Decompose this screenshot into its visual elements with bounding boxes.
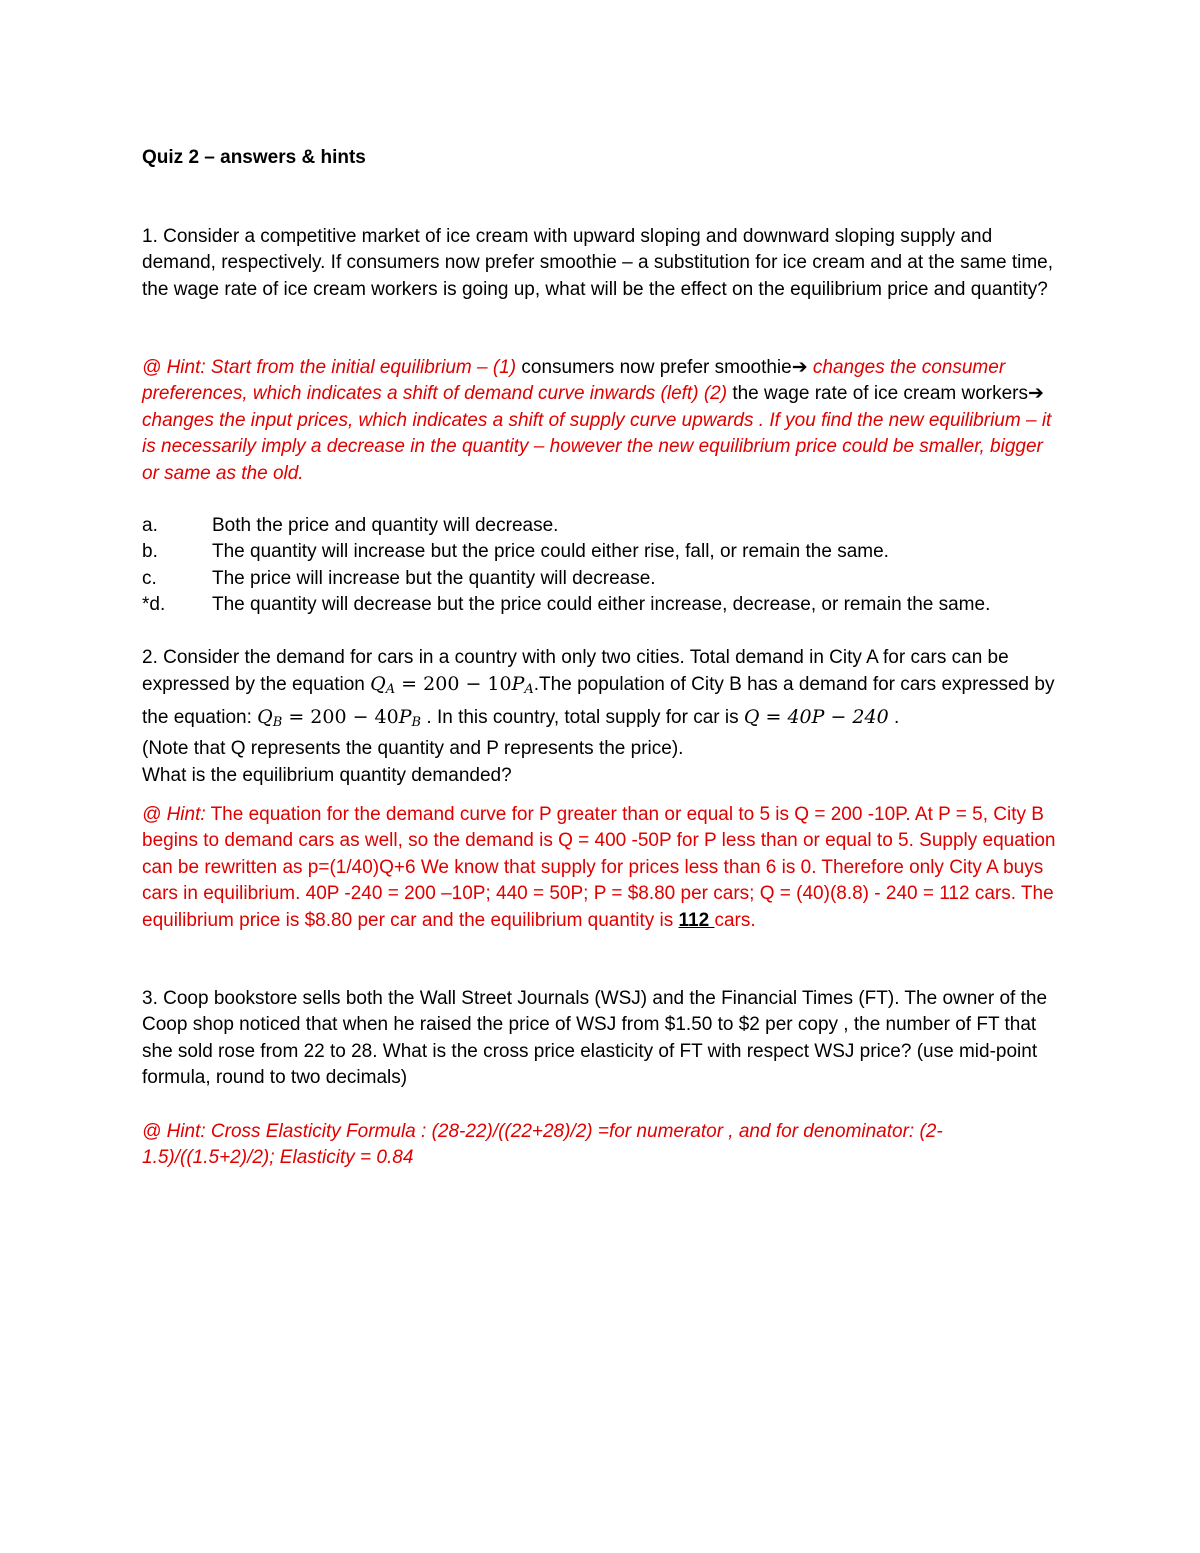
option-c	[142, 566, 1062, 592]
question-1-options	[142, 513, 1062, 619]
equation-city-a	[370, 673, 534, 698]
eq-subscript: B	[272, 714, 283, 730]
eq-middle: = 200 − 40	[282, 705, 399, 728]
option-label: a.	[142, 515, 158, 536]
q2-after-b: . In this country, total supply for car is	[421, 706, 744, 728]
arrow-icon: ➔	[791, 357, 808, 378]
eq-symbol: Q	[370, 673, 386, 696]
equation-city-b	[257, 706, 421, 728]
q2-after-a: .The population of City B has a demand for cars expressed by the equation:	[142, 674, 1055, 728]
eq-symbol: P	[511, 673, 525, 696]
equation-supply: Q = 40P − 240	[743, 705, 889, 728]
hint-2-end: cars.	[714, 909, 756, 931]
page-title: Quiz 2 – answers & hints	[142, 147, 366, 168]
hint-1-part: changes the consumer preferences, which indicates a shift of demand curve inwards (left) (2)	[142, 357, 1006, 405]
eq-subscript: B	[411, 714, 422, 730]
q2-note: (Note that Q represents the quantity and P represents the price).	[142, 738, 684, 760]
hint-1-part: changes the input prices, which indicates a shift of supply curve upwards . If you find the new equilibrium – it is necessarily imply a decrease in the quantity – however the new equilibrium price could be smaller, bigger or same as the old.	[142, 409, 1052, 484]
option-text: The quantity will increase but the price could either rise, fall, or remain the same.	[212, 541, 889, 563]
eq-subscript: A	[524, 682, 534, 698]
arrow-icon: ➔	[1028, 383, 1044, 405]
question-1-text: 1. Consider a competitive market of ice cream with upward sloping and downward sloping supply and demand, respectively. If consumers now prefer smoothie – a substitution for ice cream and at the same time, the wage rate of ice cream workers is going up, what will be the effect on the equilibrium price and quantity?	[142, 226, 1054, 300]
eq-subscript: A	[385, 682, 396, 698]
option-text: The price will increase but the quantity will decrease.	[212, 567, 656, 589]
option-d	[142, 592, 1062, 618]
hint-1-part: @ Hint: Start from the initial equilibrium – (1)	[142, 357, 517, 378]
hint-2-body: The equation for the demand curve for P greater than or equal to 5 is Q = 200 -10P. At P = 5, City B begins to demand cars as well, so the demand is Q = 400 -50P for P less than or equal to 5. Supply equation can be rewritten as p=(1/40)Q+6 We know that supply for prices less than 6 is 0. Therefore only City A buys cars in equilibrium. 40P -240 = 200 –10P; 440 = 50P; P = $8.80 per cars; Q = (40)(8.8) - 240 = 112 cars. The equilibrium price is $8.80 per car and the equilibrium quantity is	[142, 804, 1056, 931]
question-2-text	[142, 645, 1062, 789]
option-text: The quantity will decrease but the price could either increase, decrease, or remain the same.	[212, 594, 991, 616]
question-3-text: 3. Coop bookstore sells both the Wall Street Journals (WSJ) and the Financial Times (FT). The owner of the Coop shop noticed that when he raised the price of WSJ from $1.50 to $2 per copy , the number of FT that she sold rose from 22 to 28. What is the cross price elasticity of FT with respect WSJ price? (use mid-point formula, round to two decimals)	[142, 988, 1048, 1089]
question-2-hint	[142, 802, 1062, 934]
option-label: b.	[142, 541, 158, 563]
option-label: c.	[142, 567, 157, 589]
eq-symbol: P	[398, 705, 412, 728]
option-b	[142, 539, 1062, 565]
q2-intro: 2. Consider the demand for cars in a country with only two cities. Total demand in City A for cars can be expressed by the equation	[142, 647, 1009, 696]
question-1-hint	[142, 355, 1062, 487]
option-a	[142, 513, 1062, 539]
eq-symbol: Q	[257, 705, 273, 728]
option-text: Both the price and quantity will decrease.	[212, 515, 559, 536]
hint-1-part: consumers now prefer smoothie	[516, 357, 792, 378]
question-3-hint: @ Hint: Cross Elasticity Formula : (28-22)/((22+28)/2) =for numerator , and for denominator: (2-1.5)/((1.5+2)/2); Elasticity = 0.84	[142, 1121, 943, 1169]
hint-2-label: @ Hint:	[142, 804, 206, 825]
q2-after-s: .	[888, 706, 900, 728]
q2-ask: What is the equilibrium quantity demanded?	[142, 764, 512, 786]
option-label: *d.	[142, 594, 166, 616]
eq-middle: = 200 − 10	[395, 673, 512, 696]
answer-value: 112	[678, 909, 715, 931]
hint-1-part: the wage rate of ice cream workers	[727, 383, 1029, 405]
